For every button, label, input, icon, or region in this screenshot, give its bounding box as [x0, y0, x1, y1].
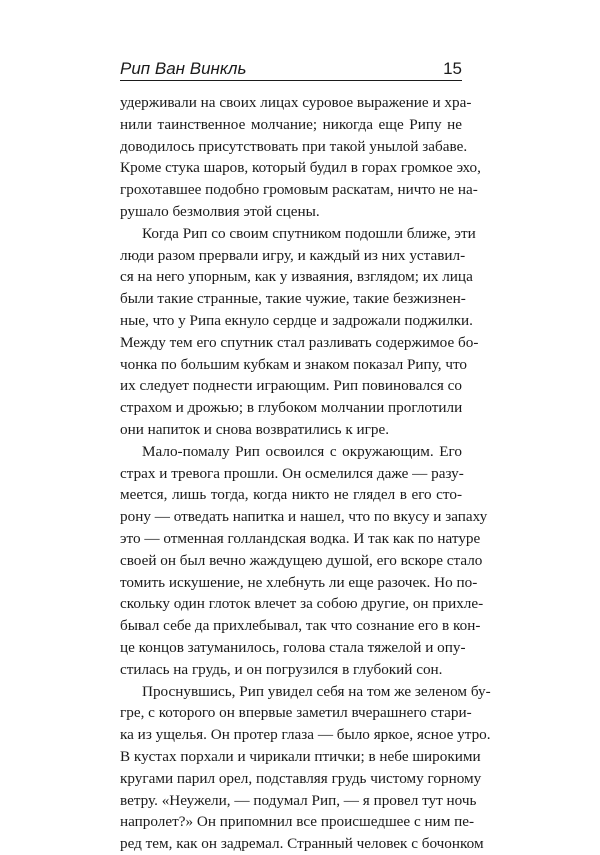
running-head — [120, 58, 462, 80]
text-line: напролет?» Он припомнил все происшедшее с ним пе- — [120, 813, 475, 831]
text-line: бывал себе да прихлебывал, так что сознание его в кон- — [120, 617, 481, 635]
text-line: Когда Рип со своим спутником подошли ближе, эти — [142, 224, 476, 242]
text-line: доводилось присутствовать при такой унылой забаве. — [120, 137, 468, 155]
text-line: Кроме стука шаров, который будил в горах громкое эхо, — [120, 159, 481, 177]
text-line: своей он был вечно жаждущею душой, его вскоре стало — [120, 551, 483, 569]
paragraph — [120, 92, 481, 223]
page-number: 15 — [443, 59, 462, 78]
text-line: они напиток и снова возвратились к игре. — [120, 420, 390, 438]
text-line: Проснувшись, Рип увидел себя на том же зеленом бу- — [142, 682, 491, 700]
text-line: чонка по большим кубкам и знаком показал Рипу, что — [120, 355, 468, 373]
text-line: кругами парил орел, подставляя грудь чистому горному — [120, 769, 482, 787]
text-line: це концов затуманилось, голова стала тяжелой и опу- — [120, 638, 466, 656]
text-line: удерживали на своих лицах суровое выражение и хра- — [120, 94, 472, 111]
text-line: ка из ущелья. Он протер глаза — было яркое, ясное утро. — [120, 726, 491, 744]
text-line: скольку один глоток влечет за собою другие, он прихле- — [120, 595, 484, 613]
running-title: Рип Ван Винкль — [120, 59, 247, 78]
text-line: их следует поднести играющим. Рип повиновался со — [120, 377, 462, 395]
text-line: нили таинственное молчание; никогда еще Рипу не — [120, 115, 462, 133]
paragraph — [120, 223, 479, 441]
text-line: страх и тревога прошли. Он осмелился даже — разу- — [120, 464, 464, 482]
text-line: В кустах порхали и чирикали птички; в небе широкими — [120, 747, 481, 765]
paragraph — [120, 441, 488, 681]
text-line: стилась на грудь, и он погрузился в глубокий сон. — [120, 660, 443, 678]
text-line: меется, лишь тогда, когда никто не глядел в его сто- — [120, 486, 462, 504]
text-line: грохотавшее подобно громовым раскатам, ничто не на- — [120, 181, 478, 199]
text-line: ся на него упорным, как у изваяния, взглядом; их лица — [120, 268, 473, 286]
text-line: это — отменная голландская водка. И так как по натуре — [120, 529, 481, 547]
text-line: люди разом прервали игру, и каждый из них уставил- — [120, 246, 466, 264]
text-line: ред тем, как он задремал. Странный человек с бочонком — [120, 835, 484, 853]
text-line: рушало безмолвия этой сцены. — [120, 202, 320, 220]
text-line: были такие странные, такие чужие, такие безжизнен- — [120, 290, 466, 308]
text-line: ные, что у Рипа екнуло сердце и задрожали поджилки. — [120, 311, 473, 329]
text-line: томить искушение, не хлебнуть ли еще разочек. Но по- — [120, 573, 478, 591]
paragraph — [120, 681, 491, 855]
text-line: ветру. «Неужели, — подумал Рип, — я провел тут ночь — [120, 791, 477, 809]
text-line: Мало-помалу Рип освоился с окружающим. Его — [142, 442, 462, 460]
header-rule — [120, 80, 462, 81]
body-text — [120, 92, 491, 855]
text-line: гре, с которого он впервые заметил вчерашнего стари- — [120, 704, 472, 722]
text-line: рону — отведать напитка и нашел, что по вкусу и запаху — [120, 508, 488, 526]
text-line: Между тем его спутник стал разливать содержимое бо- — [120, 333, 479, 351]
text-line: страхом и дрожью; в глубоком молчании проглотили — [120, 399, 463, 417]
